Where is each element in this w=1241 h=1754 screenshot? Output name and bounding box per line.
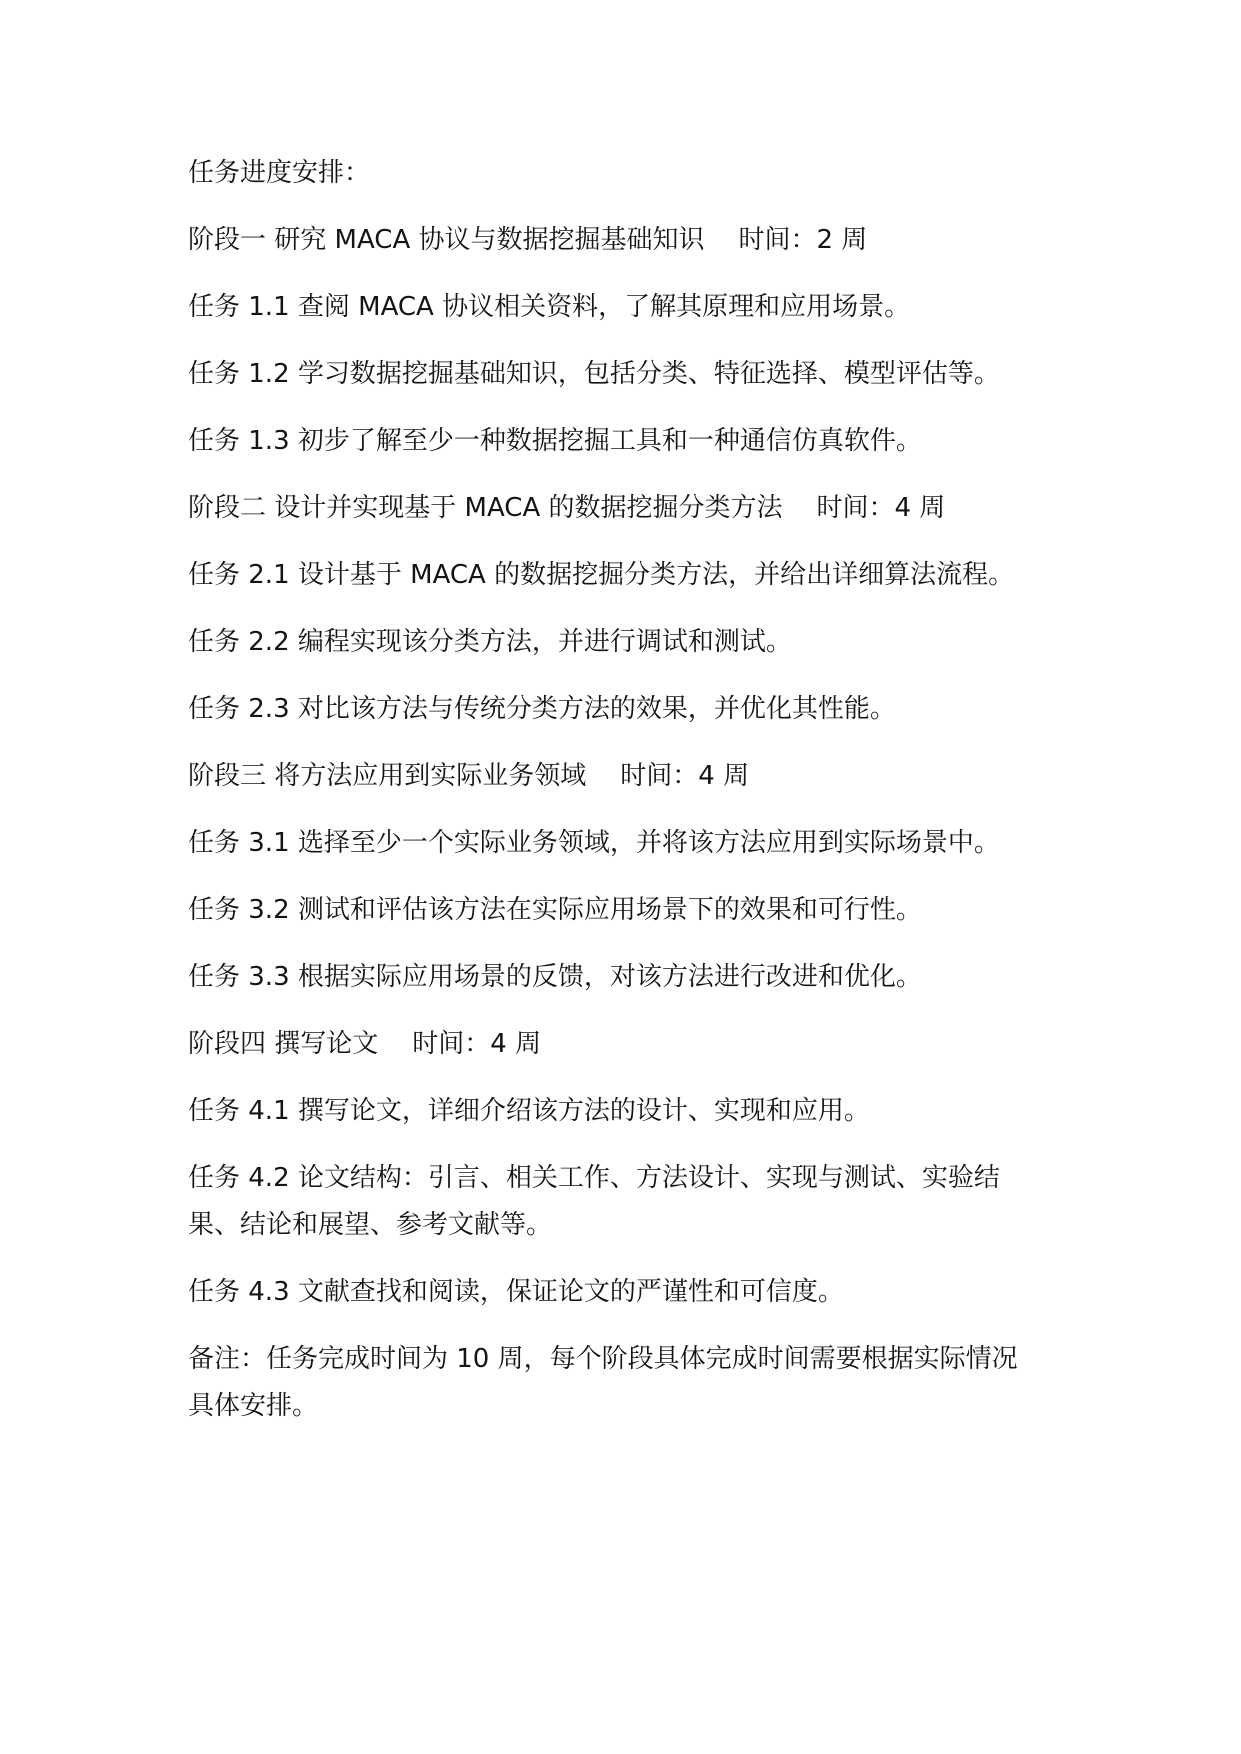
stage-2-title: 阶段二 设计并实现基于 MACA 的数据挖掘分类方法: [188, 493, 783, 523]
stage-1-duration: 时间：2 周: [738, 225, 868, 255]
task-1-3: 任务 1.3 初步了解至少一种数据挖掘工具和一种通信仿真软件。: [188, 426, 922, 456]
document-body: [188, 150, 1058, 1450]
task-1-1: 任务 1.1 查阅 MACA 协议相关资料，了解其原理和应用场景。: [188, 292, 911, 322]
note-line-2: 具体安排。: [188, 1391, 319, 1421]
stage-4-line: [188, 1021, 1058, 1068]
stage-2-line: [188, 485, 1058, 532]
stage-1-title: 阶段一 研究 MACA 协议与数据挖掘基础知识: [188, 225, 705, 255]
task-4-2-line-1: 任务 4.2 论文结构：引言、相关工作、方法设计、实现与测试、实验结: [188, 1163, 1000, 1193]
task-3-3: 任务 3.3 根据实际应用场景的反馈，对该方法进行改进和优化。: [188, 962, 922, 992]
stage-3-duration: 时间：4 周: [620, 761, 750, 791]
task-4-3: 任务 4.3 文献查找和阅读，保证论文的严谨性和可信度。: [188, 1277, 844, 1307]
task-3-2: 任务 3.2 测试和评估该方法在实际应用场景下的效果和可行性。: [188, 895, 922, 925]
task-1-2: 任务 1.2 学习数据挖掘基础知识，包括分类、特征选择、模型评估等。: [188, 359, 1000, 389]
task-4-2: [188, 1155, 1058, 1249]
task-2-1: 任务 2.1 设计基于 MACA 的数据挖掘分类方法，并给出详细算法流程。: [188, 560, 1015, 590]
task-2-3: 任务 2.3 对比该方法与传统分类方法的效果，并优化其性能。: [188, 694, 896, 724]
stage-3-title: 阶段三 将方法应用到实际业务领域: [188, 761, 587, 791]
stage-4-duration: 时间：4 周: [412, 1029, 542, 1059]
stage-3-line: [188, 753, 1058, 800]
task-4-1: 任务 4.1 撰写论文，详细介绍该方法的设计、实现和应用。: [188, 1096, 870, 1126]
task-3-1: 任务 3.1 选择至少一个实际业务领域，并将该方法应用到实际场景中。: [188, 828, 1000, 858]
task-2-2: 任务 2.2 编程实现该分类方法，并进行调试和测试。: [188, 627, 792, 657]
schedule-heading: 任务进度安排：: [188, 158, 371, 188]
note: [188, 1336, 1058, 1430]
task-4-2-line-2: 果、结论和展望、参考文献等。: [188, 1210, 553, 1240]
note-line-1: 备注：任务完成时间为 10 周，每个阶段具体完成时间需要根据实际情况: [188, 1344, 1018, 1374]
stage-1-line: [188, 217, 1058, 264]
stage-4-title: 阶段四 撰写论文: [188, 1029, 379, 1059]
stage-2-duration: 时间：4 周: [816, 493, 946, 523]
